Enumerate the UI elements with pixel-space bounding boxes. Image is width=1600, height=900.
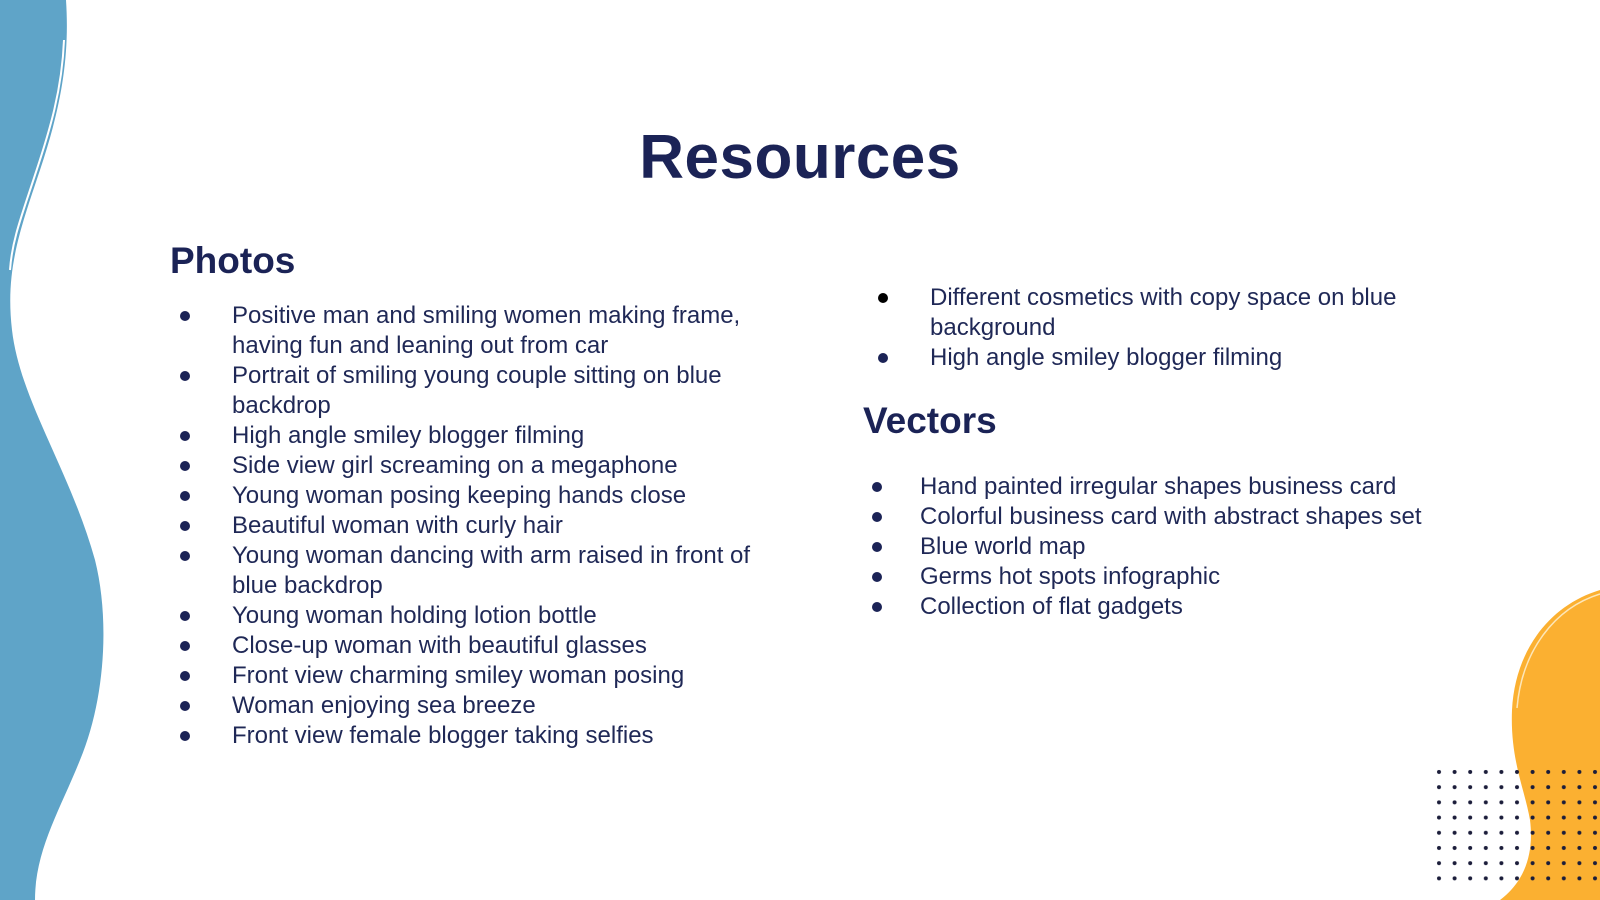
list-item: Close-up woman with beautiful glasses xyxy=(170,631,790,661)
list-item: Germs hot spots infographic xyxy=(862,562,1422,592)
photos-list xyxy=(170,301,790,751)
list-item: Collection of flat gadgets xyxy=(862,592,1422,622)
list-item: Portrait of smiling young couple sitting on blue backdrop xyxy=(170,361,790,421)
list-item: Colorful business card with abstract shapes set xyxy=(862,502,1422,532)
bullet-icon xyxy=(180,521,190,531)
photos-continued-list xyxy=(868,283,1428,373)
slide-title: Resources xyxy=(639,123,961,192)
bullet-icon xyxy=(180,431,190,441)
orange-blob-decoration xyxy=(1480,590,1600,900)
bullet-icon xyxy=(180,611,190,621)
bullet-icon xyxy=(872,602,882,612)
bullet-icon xyxy=(872,542,882,552)
bullet-icon xyxy=(878,353,888,363)
bullet-icon xyxy=(180,371,190,381)
list-item: High angle smiley blogger filming xyxy=(170,421,790,451)
list-item: Blue world map xyxy=(862,532,1422,562)
photos-heading: Photos xyxy=(170,240,296,281)
bullet-icon xyxy=(872,512,882,522)
bullet-icon xyxy=(180,491,190,501)
list-item: Young woman holding lotion bottle xyxy=(170,601,790,631)
list-item: Young woman dancing with arm raised in front of blue backdrop xyxy=(170,541,790,601)
list-item: Front view charming smiley woman posing xyxy=(170,661,790,691)
list-item: High angle smiley blogger filming xyxy=(868,343,1428,373)
bullet-icon xyxy=(180,731,190,741)
bullet-icon xyxy=(180,671,190,681)
list-item: Young woman posing keeping hands close xyxy=(170,481,790,511)
bullet-icon xyxy=(878,293,888,303)
bullet-icon xyxy=(180,311,190,321)
list-item: Woman enjoying sea breeze xyxy=(170,691,790,721)
list-item: Front view female blogger taking selfies xyxy=(170,721,790,751)
list-item: Different cosmetics with copy space on blue background xyxy=(868,283,1428,343)
bullet-icon xyxy=(180,641,190,651)
list-item: Beautiful woman with curly hair xyxy=(170,511,790,541)
bullet-icon xyxy=(180,701,190,711)
bullet-icon xyxy=(872,482,882,492)
bullet-icon xyxy=(180,461,190,471)
list-item: Side view girl screaming on a megaphone xyxy=(170,451,790,481)
list-item: Hand painted irregular shapes business card xyxy=(862,472,1422,502)
dot-grid-decoration xyxy=(1436,769,1600,889)
vectors-heading: Vectors xyxy=(863,400,997,441)
vectors-list xyxy=(862,472,1422,622)
bullet-icon xyxy=(180,551,190,561)
bullet-icon xyxy=(872,572,882,582)
list-item: Positive man and smiling women making frame, having fun and leaning out from car xyxy=(170,301,790,361)
